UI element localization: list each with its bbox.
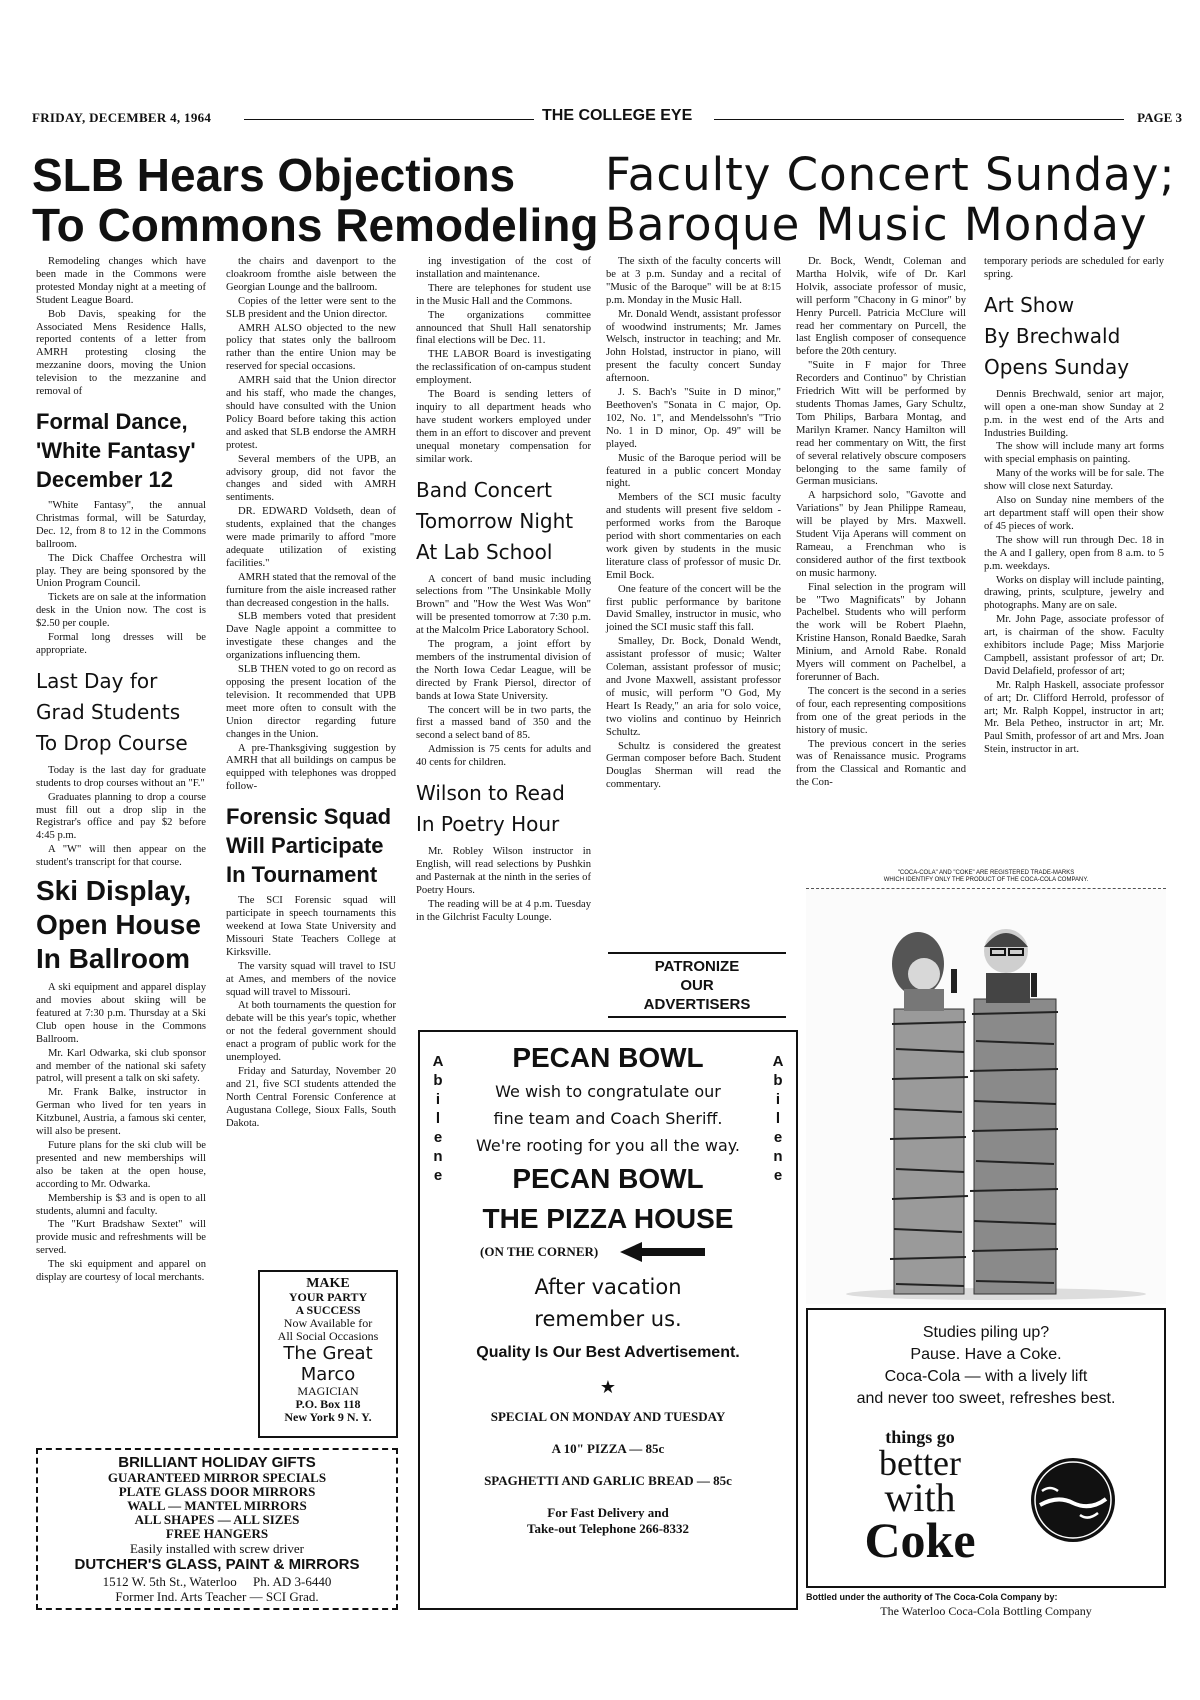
abilene-left: A b i l e n e (432, 1053, 444, 1184)
star-icon: ★ (599, 1377, 617, 1398)
pecan-bowl-ad: A b i l e n e A b i l e n e PECAN BOWL We wish to congratulate our fine team and Coach Sheriff. We're rooting for you all the way. PECAN BOWL THE PIZZA HOUSE (ON THE CORNER) After vacation remember us. Quality Is Our Best Advertisement. ★ SPECIAL ON MONDAY AND TUESDAY A 10" PIZZA — 85c SPAGHETTI AND GARLIC BREAD — 85c For Fast Delivery and Take-out Telephone 266-8332 (418, 1030, 798, 1610)
forensic-paragraph: At both tournaments the question for debate will be this year's topic, whether or not the federal government should enact a program of public work for the unemployed. (226, 1000, 396, 1064)
patronize-box: PATRONIZE OUR ADVERTISERS (608, 952, 786, 1018)
ski-paragraph: Mr. Karl Odwarka, ski club sponsor and member of the national ski safety patrol, will present a talk on ski safety. (36, 1047, 206, 1085)
band-paragraph: The program, a joint effort by members of the instrumental division of the North Iowa Cedar League, will be directed by Frank Piersol, director of bands at Iowa State University. (416, 639, 591, 702)
coke-bottler-line: Bottled under the authority of The Coca-Cola Company by: (806, 1592, 1058, 1602)
slb-paragraph: Bob Davis, speaking for the Associated Mens Residence Halls, reported contents of a letter from AMRH protesting closing the mezzanine doors, moving the Union television to the mezzanine and removal of (36, 308, 206, 398)
students-stacked-books-image (806, 889, 1166, 1304)
art-paragraph: Many of the works will be for sale. The show will close next Saturday. (984, 468, 1164, 493)
pecan-bowl-title-2: PECAN BOWL (512, 1163, 704, 1194)
column-5 (796, 256, 966, 846)
paper-name: THE COLLEGE EYE (542, 107, 693, 124)
concert-headline-2: Baroque Music Monday (605, 198, 1148, 251)
concert-paragraph: The sixth of the faculty concerts will be at 3 p.m. Sunday and a recital of "Music of the Baroque" will be at 8:15 p.m. Monday in the Music Hall. (606, 256, 781, 306)
concert-paragraph: Dr. Bock, Wendt, Coleman and Martha Holvik, wife of Dr. Karl Holvik, associate professor of music, will perform "Chacony in G minor" by Henry Purcell. Patricia McClure will read her commentary on Purcell, the last English composer of consequence before the 20th century. (796, 256, 966, 358)
art-paragraph: Also on Sunday nine members of the art department staff will open their show of 45 pieces of work. (984, 495, 1164, 532)
art-lead: temporary periods are scheduled for early spring. (984, 256, 1164, 280)
pecan-bowl-title: PECAN BOWL (512, 1042, 704, 1073)
after-vacation: After vacation (534, 1275, 682, 1299)
forensic-headline: Forensic Squad Will Participate In Tournament (226, 804, 392, 888)
abilene-right: A b i l e n e (772, 1053, 784, 1184)
grad-headline: Last Day for Grad Students To Drop Course (36, 668, 188, 755)
ski-paragraph: A ski equipment and apparel display and movies about skiing will be featured at 7:30 p.m. Thursday at a Ski Club open house in the Commons Ballroom. (36, 982, 206, 1045)
ski-paragraph: Future plans for the ski club will be presented and new memberships will also be taken at the open house, according to Mr. Odwarka. (36, 1139, 206, 1190)
folio-rule-right (714, 119, 1124, 120)
concert-paragraph: Music of the Baroque period will be featured in a public concert Monday night. (606, 452, 781, 490)
art-paragraph: The show will include many art forms with special emphasis on painting. (984, 441, 1164, 466)
forensic-paragraph: The SCI Forensic squad will participate in speech tournaments this weekend at Iowa State University and Missouri State Teachers College at Kirksville. (226, 895, 396, 958)
slb-headline-1: SLB Hears Objections (32, 149, 516, 201)
concert-paragraph: One feature of the concert will be the first public performance by baritone David Smalley, instructor in music, who joined the SCI music staff this fall. (606, 583, 781, 634)
slb-paragraph: SLB THEN voted to go on record as opposing the present location of the television. It recommended that UPB meet more often to consult with the Union director regarding future changes in the Union. (226, 664, 396, 740)
grad-paragraph: Today is the last day for graduate students to drop courses without an "F." (36, 764, 206, 789)
slb-paragraph: Several members of the UPB, an advisory group, did not favor the changes and sided with AMRH sentiments. (226, 453, 396, 504)
concert-paragraph: J. S. Bach's "Suite in D minor," Beethoven's "Sonata in C major, Op. 102, No. 1", and Mendelssohn's "Trio No. 1 in D minor, Op. 49" will be played. (606, 387, 781, 450)
slb-paragraph: The Board is sending letters of inquiry to all department heads who have student workers employed under them in an effort to discover and prevent unequal monetary compensation for similar work. (416, 389, 591, 465)
coke-trademark: "COCA-COLA" AND "COKE" ARE REGISTERED TRADE-MARKS WHICH IDENTIFY ONLY THE PRODUCT OF THE COCA-COLA COMPANY. (883, 870, 1089, 883)
band-headline: Band Concert Tomorrow Night At Lab School (416, 477, 574, 564)
art-paragraph: The show will run through Dec. 18 in the A and I gallery, open from 8 a.m. to 5 p.m. weekdays. (984, 534, 1164, 572)
concert-paragraph: The previous concert in the series was of Renaissance music. Programs from the Classical and Romantic and the Con- (796, 738, 966, 789)
art-paragraph: Dennis Brechwald, senior art major, will open a one-man show Sunday at 2 p.m. in the west end of the Arts and Industries Building. (984, 388, 1164, 439)
ski-paragraph: Mr. Frank Balke, instructor in German who lived for ten years in Kitzbunel, Austria, a famous ski center, will also be present. (36, 1087, 206, 1138)
concert-paragraph: Final selection in the program will be "Two Magnificats" by Johann Pachelbel. Students who will perform the work will be Robert Plaehn, Kristine Hanson, Ronald Baedke, Sarah Minium, and Arnold Rabe. Ronald Myers will comment on Pachelbel, a forerunner of Bach. (796, 581, 966, 683)
slb-paragraph: ing investigation of the cost of installation and maintenance. (416, 256, 591, 280)
concert-paragraph: "Suite in F major for Three Recorders and Continuo" by Christian Friedrich Witt will be performed by students Thomas James, Gary Schultz, Tom Philips, Barbara Montag, and Marilyn Kramer. Nancy Hamilton will read her commentary on Witt, the first of several relatively obscure composers belonging to the same family of German musicians. (796, 360, 966, 488)
column-1 (36, 256, 206, 1284)
slb-paragraph: THE LABOR Board is investigating the reclassification of on-campus student employment. (416, 349, 591, 387)
marco-name: The Great (283, 1343, 373, 1364)
slb-paragraph: SLB members voted that president Dave Nagle appoint a committee to investigate these changes and the organizations influencing them. (226, 611, 396, 662)
band-paragraph: A concert of band music including selections from "The Unsinkable Molly Brown" and "How the West Was Won" will be presented tomorrow at 7:30 p.m. at the Malcolm Price Laboratory School. (416, 573, 591, 637)
band-paragraph: The concert will be in two parts, the first a massed band of 350 and the second a select band of 85. (416, 704, 591, 742)
quality-slogan: Quality Is Our Best Advertisement. (476, 1344, 740, 1361)
on-the-corner: (ON THE CORNER) (480, 1244, 599, 1259)
column-2 (226, 256, 396, 1261)
formal-headline: Formal Dance, 'White Fantasy' December 12 (36, 408, 196, 492)
ski-paragraph: The ski equipment and apparel on display are courtesy of local merchants. (36, 1259, 206, 1284)
forensic-paragraph: The varsity squad will travel to ISU at Ames, and members of the novice squad will travel to Missouri. (226, 960, 396, 998)
art-paragraph: Mr. John Page, associate professor of art, is chairman of the show. Faculty exhibitors include Page; Miss Marjorie Campbell, assistant professor of art; Dr. David Delafield, professor of art; (984, 614, 1164, 677)
grad-paragraph: Graduates planning to drop a course must fill out a drop slip in the Registrar's office and pay $2 before 4:45 p.m. (36, 791, 206, 842)
ski-headline: Ski Display, Open House In Ballroom (36, 875, 201, 975)
coca-cola-logo-icon (1028, 1455, 1118, 1545)
formal-paragraph: The Dick Chaffee Orchestra will play. They are being sponsored by the Union Program Council. (36, 552, 206, 590)
dutcher-title: BRILLIANT HOLIDAY GIFTS (118, 1454, 316, 1471)
formal-paragraph: Tickets are on sale at the information desk in the Union now. The cost is $2.50 per couple. (36, 592, 206, 630)
band-paragraph: Admission is 75 cents for adults and 40 cents for children. (416, 744, 591, 769)
coke-slogan: things go better with Coke (864, 1427, 976, 1568)
concert-paragraph: The concert is the second in a series of four, each representing compositions from one of the great periods in the history of music. (796, 685, 966, 736)
grad-paragraph: A "W" will then appear on the student's transcript for that course. (36, 844, 206, 869)
dutcher-name: DUTCHER'S GLASS, PAINT & MIRRORS (74, 1556, 360, 1573)
issue-date: FRIDAY, DECEMBER 4, 1964 (32, 110, 212, 125)
page-number: PAGE 3 (1137, 110, 1182, 125)
folio-line (32, 107, 1182, 130)
wilson-headline: Wilson to Read In Poetry Hour (416, 781, 565, 837)
ski-paragraph: Membership is $3 and is open to all students, alumni and faculty. (36, 1192, 206, 1217)
arrow-left-icon (620, 1242, 705, 1262)
slb-paragraph: The organizations committee announced that Shull Hall senatorship final elections will be Dec. 11. (416, 309, 591, 347)
corner-row (420, 1239, 796, 1265)
marco-ad: MAKE YOUR PARTY A SUCCESS Now Available for All Social Occasions The Great Marco MAGICIAN P.O. Box 118 New York 9 N. Y. (258, 1270, 398, 1438)
slb-paragraph: A pre-Thanksgiving suggestion by AMRH that all buildings on campus be equipped with telephones was dropped follow- (226, 742, 396, 793)
concert-headline-1: Faculty Concert Sunday; (605, 148, 1176, 201)
coke-photo (806, 888, 1166, 1303)
column-3 (416, 256, 591, 1016)
concert-paragraph: Members of the SCI music faculty and students will present five seldom - performed works from the Baroque period with short commentaries on each work given by students in the music literature class of professor of music Dr. Emil Bock. (606, 492, 781, 581)
formal-paragraph: "White Fantasy", the annual Christmas formal, will be Saturday, Dec. 12, from 8 to 12 in the Commons ballroom. (36, 499, 206, 550)
art-paragraph: Mr. Ralph Haskell, associate professor of art; Dr. Clifford Herrold, professor of art; Mr. Ralph Koppel, instructor in art; Mr. Bela Petheo, instructor in art; Mr. Paul Smith, professor of art and Mrs. Joan Stein, instructor in art. (984, 679, 1164, 756)
marco-make: MAKE (306, 1276, 350, 1291)
concert-paragraph: Schultz is considered the greatest German composer before Bach. Student Douglas Sherman will read the commentary. (606, 740, 781, 791)
coke-ad: Studies piling up? Pause. Have a Coke. Coca-Cola — with a lively lift and never too sweet, refreshes best. things go better with Coke (806, 1308, 1166, 1588)
folio-rule-left (244, 119, 534, 120)
slb-paragraph: AMRH said that the Union director and his staff, who made the changes, should have consulted with the Union Policy Board before taking this action and asked that SLB endorse the AMRH protest. (226, 375, 396, 451)
wilson-paragraph: The reading will be at 4 p.m. Tuesday in the Gilchrist Faculty Lounge. (416, 898, 591, 923)
column-6 (984, 256, 1164, 846)
slb-headline-2: To Commons Remodeling (32, 199, 599, 251)
pizza-house-title: THE PIZZA HOUSE (482, 1203, 734, 1234)
concert-paragraph: Smalley, Dr. Bock, Donald Wendt, assistant professor of music; Walter Coleman, assistant professor of music; and Jvone Maxwell, assistant professor of music, will perform "O God, My Heart Is Ready," an aria for solo voice, two violins and continuo by Heinrich Schultz. (606, 636, 781, 738)
dutcher-ad: BRILLIANT HOLIDAY GIFTS GUARANTEED MIRROR SPECIALS PLATE GLASS DOOR MIRRORS WALL — MANTEL MIRRORS ALL SHAPES — ALL SIZES FREE HANGERS Easily installed with screw driver DUTCHER'S GLASS, PAINT & MIRRORS 1512 W. 5th St., Waterloo Ph. AD 3-6440 Former Ind. Arts Teacher — SCI Grad. (36, 1448, 398, 1610)
concert-paragraph: A harpsichord solo, "Gavotte and Variations" by Jean Philippe Rameau, will be played by Mrs. Maxwell. Student Vija Aperans will comment on Rameau, a Frenchman who is considered author of the first textbook on music harmony. (796, 490, 966, 579)
art-paragraph: Works on display will include painting, drawing, prints, sculpture, jewelry and photographs. Many are on sale. (984, 574, 1164, 612)
column-4 (606, 256, 781, 946)
concert-paragraph: Mr. Donald Wendt, assistant professor of woodwind instruments; Mr. James Welsch, instructor in teaching; and Mr. John Holstad, instructor in piano, will present the faculty concert Sunday afternoon. (606, 308, 781, 385)
slb-paragraph: AMRH ALSO objected to the new policy that states only the ballroom rather than the entire Union may be reserved for special occasions. (226, 322, 396, 373)
coke-bottler-name: The Waterloo Coca-Cola Bottling Company (880, 1604, 1092, 1618)
slb-paragraph: Remodeling changes which have been made in the Commons were protested Monday night at a meeting of Student League Board. (36, 256, 206, 306)
formal-paragraph: Formal long dresses will be appropriate. (36, 632, 206, 656)
slb-paragraph: AMRH stated that the removal of the furniture from the aisle increased rather than decreased congestion in the halls. (226, 571, 396, 609)
coke-copy: Studies piling up? (922, 1324, 1050, 1341)
slb-paragraph: DR. EDWARD Voldseth, dean of students, explained that the changes were made primarily to afford "more adequate utilization of existing facilities." (226, 506, 396, 569)
forensic-paragraph: Friday and Saturday, November 20 and 21, five SCI students attended the North Central Forensic Conference at Augustana College, Sioux Falls, South Dakota. (226, 1065, 396, 1129)
ski-paragraph: The "Kurt Bradshaw Sextet" will provide music and refreshments will be served. (36, 1219, 206, 1257)
slb-paragraph: Copies of the letter were sent to the SLB president and the Union director. (226, 295, 396, 320)
wilson-paragraph: Mr. Robley Wilson instructor in English, will read selections by Pushkin and Pasternak at the ninth in the series of Poetry Hours. (416, 846, 591, 896)
slb-paragraph: There are telephones for student use in the Music Hall and the Commons. (416, 282, 591, 307)
art-headline: Art Show By Brechwald Opens Sunday (984, 292, 1130, 379)
slb-paragraph: the chairs and davenport to the cloakroom fromthe aisle between the Georgian Lounge and the ballroom. (226, 256, 396, 293)
